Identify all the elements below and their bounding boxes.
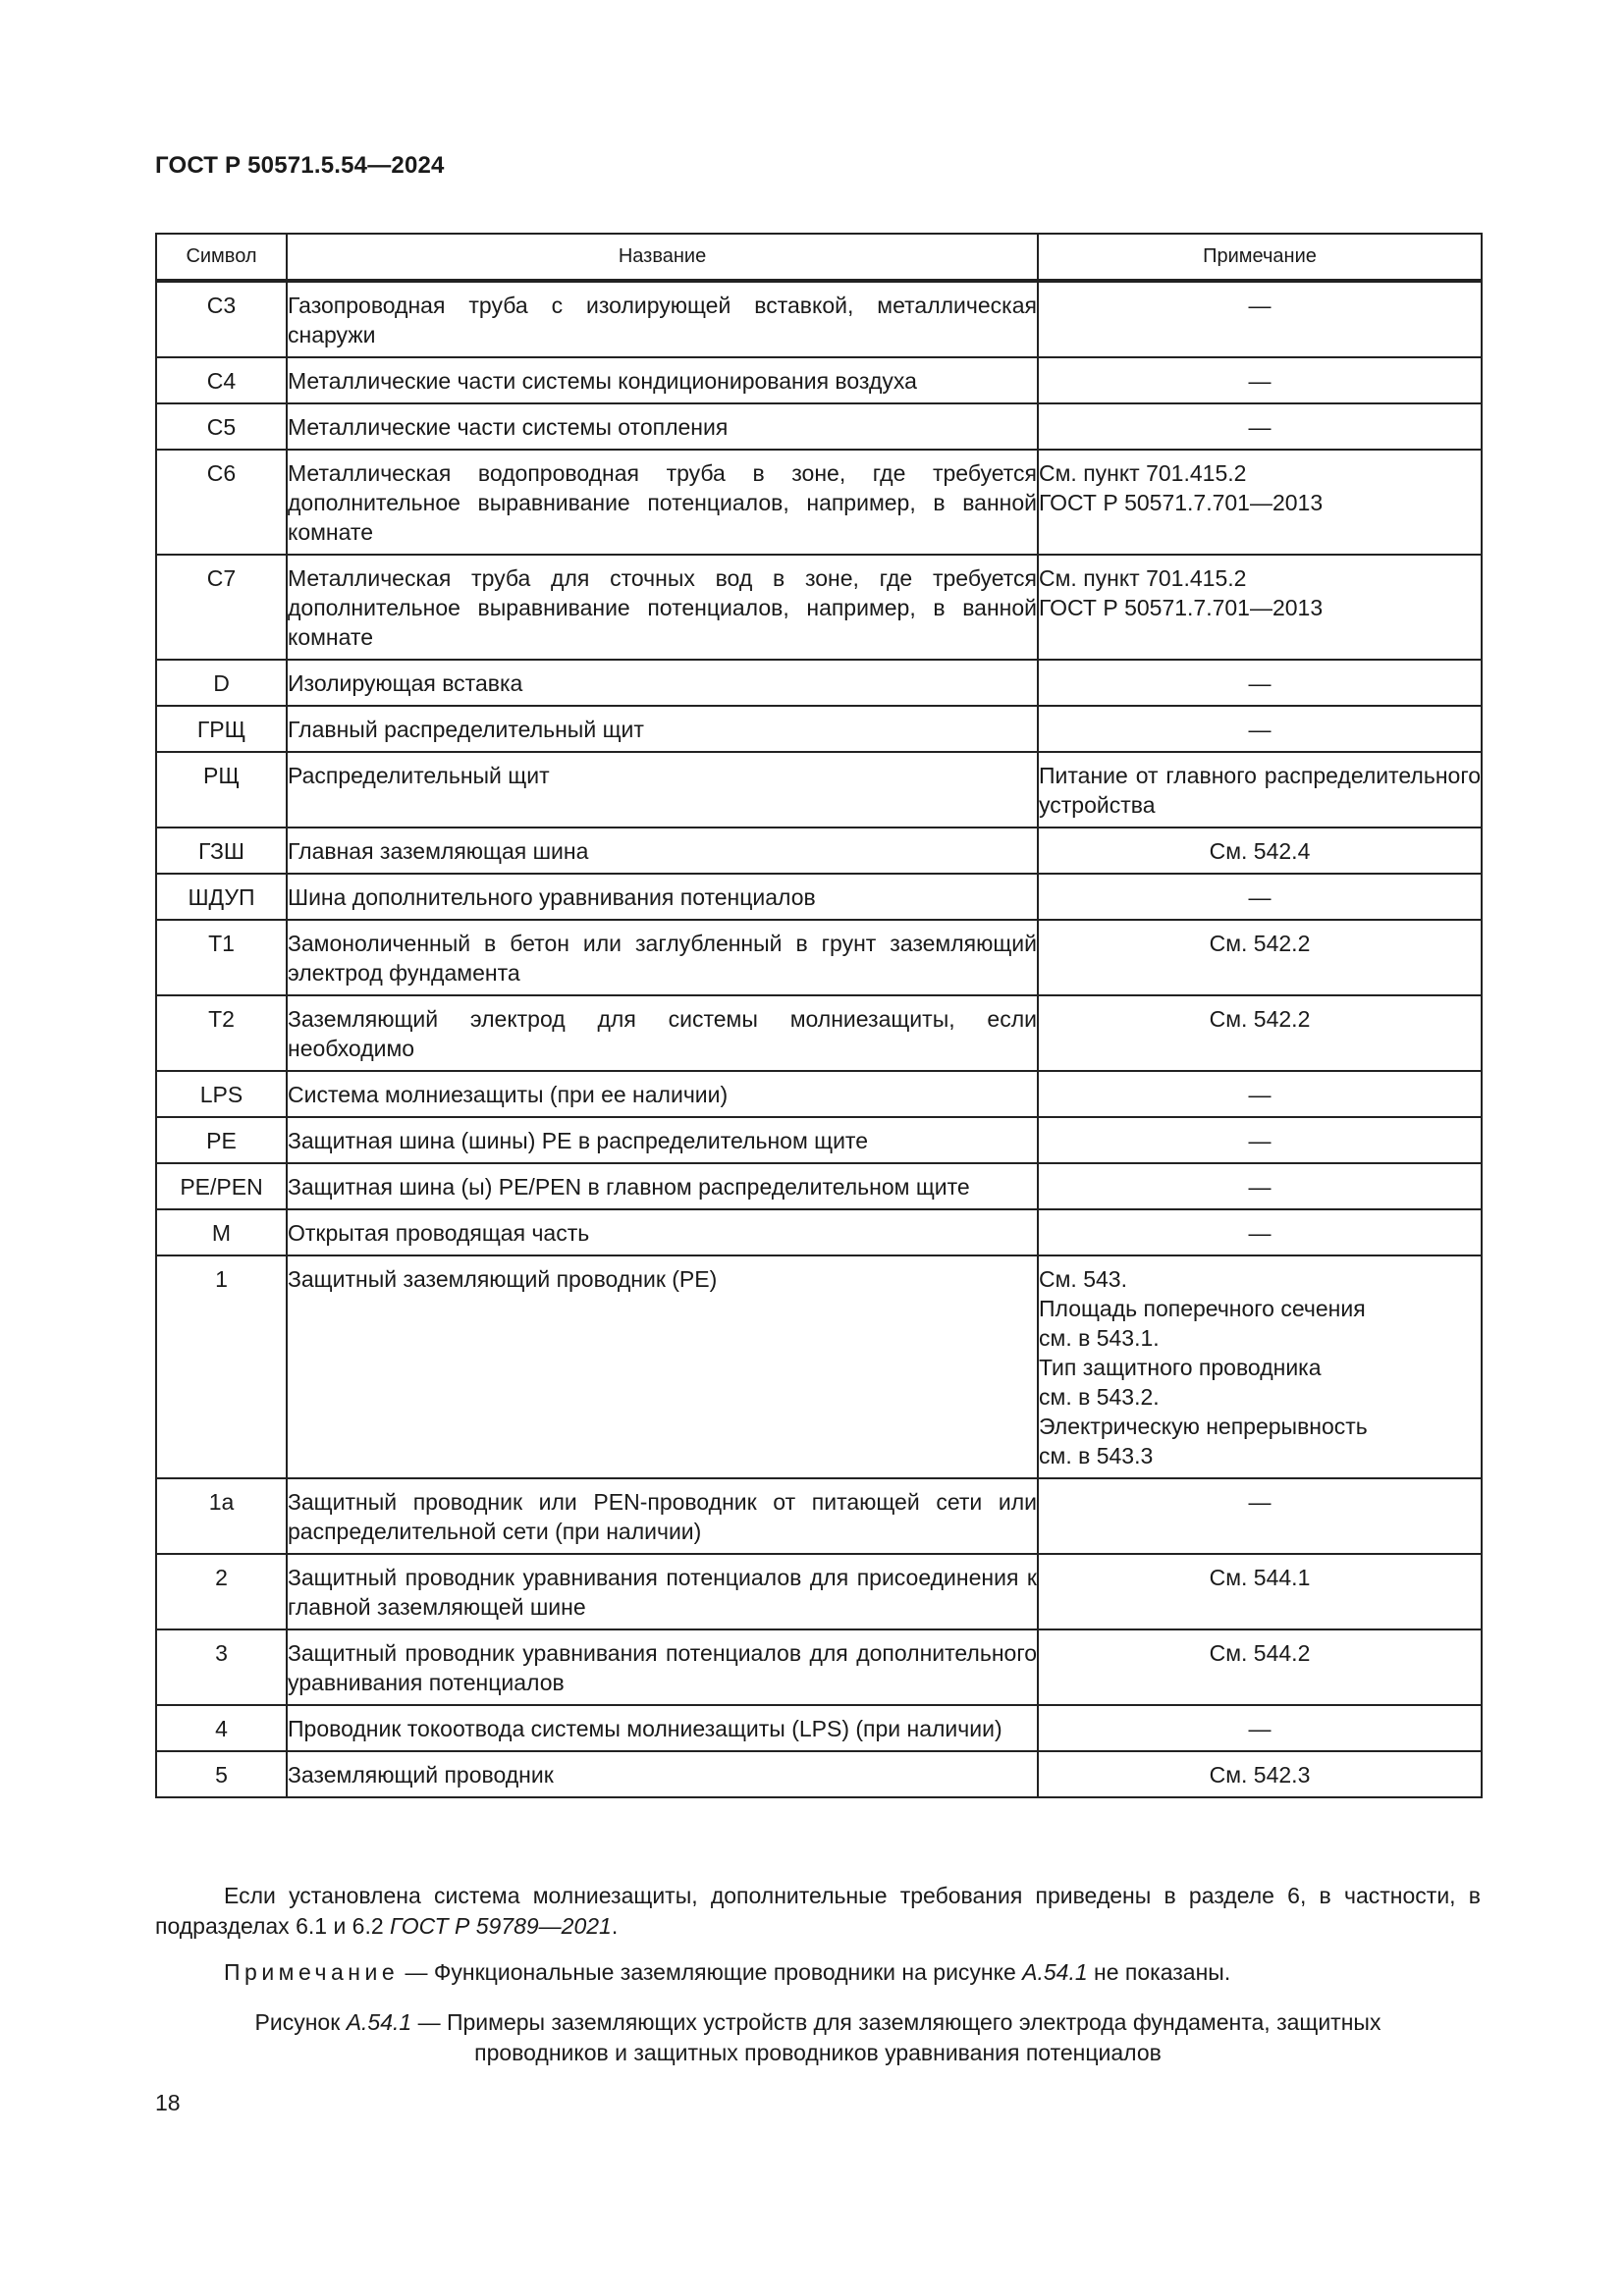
note-text: — Функциональные заземляющие проводники на рисунке	[399, 1959, 1023, 1985]
cell-note: —	[1038, 357, 1482, 403]
figure-note	[155, 1957, 1481, 1988]
cell-note: Питание от главного распределительного устройства	[1038, 752, 1482, 828]
cell-name: Заземляющий электрод для системы молниезащиты, если необходимо	[287, 995, 1038, 1071]
lightning-protection-paragraph	[155, 1881, 1481, 1942]
paragraph-end: .	[611, 1913, 619, 1939]
cell-name: Шина дополнительного уравнивания потенциалов	[287, 874, 1038, 920]
note-end: не показаны.	[1087, 1959, 1231, 1985]
cell-note: —	[1038, 1209, 1482, 1255]
cell-name: Распределительный щит	[287, 752, 1038, 828]
cell-symbol: C7	[156, 555, 287, 660]
cell-name: Металлические части системы кондиционирования воздуха	[287, 357, 1038, 403]
table-row	[156, 403, 1482, 450]
cell-note: —	[1038, 281, 1482, 357]
cell-symbol: LPS	[156, 1071, 287, 1117]
table-row	[156, 555, 1482, 660]
cell-note: —	[1038, 1071, 1482, 1117]
cell-note: —	[1038, 1117, 1482, 1163]
cell-note: —	[1038, 1705, 1482, 1751]
cell-symbol: PE/PEN	[156, 1163, 287, 1209]
column-header-name: Название	[287, 234, 1038, 281]
cell-note: —	[1038, 1478, 1482, 1554]
page-number: 18	[155, 2090, 181, 2115]
table-row	[156, 1478, 1482, 1554]
cell-note: См. 542.2	[1038, 920, 1482, 995]
caption-line-2: проводников и защитных проводников уравнивания потенциалов	[474, 2040, 1162, 2065]
cell-symbol: C6	[156, 450, 287, 555]
cell-name: Защитный заземляющий проводник (PE)	[287, 1255, 1038, 1478]
table-row	[156, 357, 1482, 403]
cell-name: Металлическая водопроводная труба в зоне, где требуется дополнительное выравнивание потенциалов, например, в ванной комнате	[287, 450, 1038, 555]
cell-symbol: 1	[156, 1255, 287, 1478]
figure-caption	[155, 2007, 1481, 2068]
table-row	[156, 995, 1482, 1071]
table-row	[156, 706, 1482, 752]
cell-note: —	[1038, 403, 1482, 450]
table-row	[156, 1705, 1482, 1751]
cell-note: См. 542.4	[1038, 828, 1482, 874]
cell-note: См. 543. Площадь поперечного сечения см. в 543.1. Тип защитного проводника см. в 543.2. Электрическую непрерывность см. в 543.3	[1038, 1255, 1482, 1478]
table-row	[156, 1255, 1482, 1478]
cell-note: См. 544.1	[1038, 1554, 1482, 1629]
cell-name: Газопроводная труба с изолирующей вставкой, металлическая снаружи	[287, 281, 1038, 357]
cell-name: Защитная шина (шины) PE в распределительном щите	[287, 1117, 1038, 1163]
caption-line-1: — Примеры заземляющих устройств для заземляющего электрода фундамента, защитных	[411, 2009, 1381, 2035]
figure-reference: А.54.1	[1022, 1959, 1088, 1985]
cell-symbol: 1a	[156, 1478, 287, 1554]
cell-symbol: C5	[156, 403, 287, 450]
cell-symbol: 3	[156, 1629, 287, 1705]
cell-symbol: ГЗШ	[156, 828, 287, 874]
table-row	[156, 874, 1482, 920]
table-row	[156, 281, 1482, 357]
caption-prefix: Рисунок	[254, 2009, 347, 2035]
table-row	[156, 1629, 1482, 1705]
cell-symbol: C3	[156, 281, 287, 357]
table-row	[156, 1117, 1482, 1163]
cell-note: См. 544.2	[1038, 1629, 1482, 1705]
cell-note: См. пункт 701.415.2 ГОСТ Р 50571.7.701—2013	[1038, 555, 1482, 660]
caption-figure-number: А.54.1	[346, 2009, 412, 2035]
column-header-note: Примечание	[1038, 234, 1482, 281]
note-label: Примечание	[224, 1959, 400, 1985]
cell-symbol: D	[156, 660, 287, 706]
cell-name: Защитная шина (ы) PE/PEN в главном распределительном щите	[287, 1163, 1038, 1209]
cell-name: Система молниезащиты (при ее наличии)	[287, 1071, 1038, 1117]
cell-name: Главный распределительный щит	[287, 706, 1038, 752]
cell-name: Открытая проводящая часть	[287, 1209, 1038, 1255]
table-row	[156, 1163, 1482, 1209]
cell-symbol: 4	[156, 1705, 287, 1751]
cell-name: Замоноличенный в бетон или заглубленный в грунт заземляющий электрод фундамента	[287, 920, 1038, 995]
paragraph-text: Если установлена система молниезащиты, дополнительные требования приведены в разделе 6, в частности, в подразделах 6.1 и 6.2	[155, 1883, 1481, 1939]
cell-name: Защитный проводник уравнивания потенциалов для дополнительного уравнивания потенциалов	[287, 1629, 1038, 1705]
cell-symbol: T1	[156, 920, 287, 995]
cell-note: См. пункт 701.415.2 ГОСТ Р 50571.7.701—2013	[1038, 450, 1482, 555]
cell-note: —	[1038, 660, 1482, 706]
cell-symbol: 5	[156, 1751, 287, 1797]
cell-symbol: ШДУП	[156, 874, 287, 920]
table-row	[156, 450, 1482, 555]
table-row	[156, 1209, 1482, 1255]
table-row	[156, 660, 1482, 706]
cell-symbol: 2	[156, 1554, 287, 1629]
table-header-row	[156, 234, 1482, 281]
cell-symbol: РЩ	[156, 752, 287, 828]
column-header-symbol: Символ	[156, 234, 287, 281]
cell-symbol: PE	[156, 1117, 287, 1163]
legend-table	[155, 233, 1483, 1798]
cell-name: Металлическая труба для сточных вод в зоне, где требуется дополнительное выравнивание потенциалов, например, в ванной комнате	[287, 555, 1038, 660]
cell-symbol: C4	[156, 357, 287, 403]
table-row	[156, 920, 1482, 995]
standard-reference: ГОСТ Р 59789—2021	[390, 1913, 612, 1939]
cell-note: См. 542.2	[1038, 995, 1482, 1071]
cell-note: См. 542.3	[1038, 1751, 1482, 1797]
table-row	[156, 828, 1482, 874]
cell-note: —	[1038, 706, 1482, 752]
cell-name: Защитный проводник или PEN-проводник от питающей сети или распределительной сети (при наличии)	[287, 1478, 1038, 1554]
table-row	[156, 1554, 1482, 1629]
document-title: ГОСТ Р 50571.5.54—2024	[155, 152, 445, 179]
table-row	[156, 752, 1482, 828]
cell-name: Проводник токоотвода системы молниезащиты (LPS) (при наличии)	[287, 1705, 1038, 1751]
cell-note: —	[1038, 1163, 1482, 1209]
cell-name: Заземляющий проводник	[287, 1751, 1038, 1797]
cell-name: Защитный проводник уравнивания потенциалов для присоединения к главной заземляющей шине	[287, 1554, 1038, 1629]
cell-note: —	[1038, 874, 1482, 920]
cell-name: Главная заземляющая шина	[287, 828, 1038, 874]
table-row	[156, 1071, 1482, 1117]
cell-name: Металлические части системы отопления	[287, 403, 1038, 450]
table-row	[156, 1751, 1482, 1797]
cell-name: Изолирующая вставка	[287, 660, 1038, 706]
cell-symbol: T2	[156, 995, 287, 1071]
cell-symbol: M	[156, 1209, 287, 1255]
cell-symbol: ГРЩ	[156, 706, 287, 752]
